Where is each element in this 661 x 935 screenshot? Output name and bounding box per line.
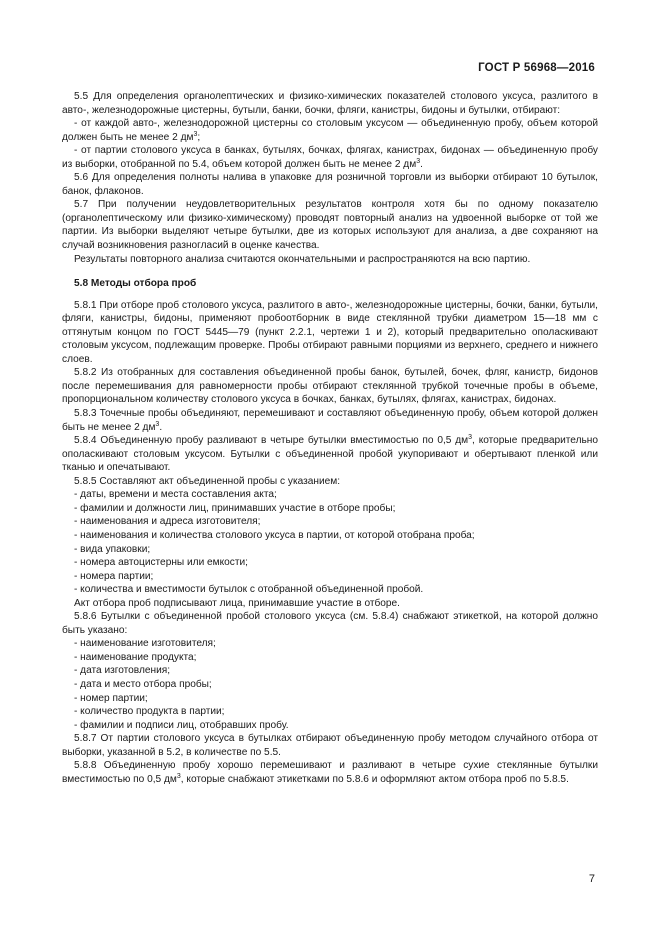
paragraph-5-5: 5.5 Для определения органолептических и физико-химических показателей столового уксуса, разлитого в авто-, железнодорожные цистерны, бутыли, банки, бочки, фляги, канистры, бидоны и бутылки, отбирают: (62, 91, 598, 116)
page-number: 7 (588, 873, 595, 885)
list-item: - дата и место отбора пробы; (74, 678, 212, 690)
document-code: ГОСТ Р 56968—2016 (478, 62, 595, 74)
paragraph-5-8-1: 5.8.1 При отборе проб столового уксуса, разлитого в авто-, железнодорожные цистерны, бочки, банки, бутыли, фляги, канистры, бидоны, применяют пробоотборник в виде стеклянной трубки диаметром 15—18 мм с оттянутым концом по ГОСТ 5445—79 (пункт 2.2.1, чертежи 1 и 2), который предварительно ополаскивают столовым уксусом, подлежащим проверке. Пробы отбирают равными порциями из верхнего, среднего и нижнего слоев. (62, 299, 598, 365)
paragraph-5-5-item-2-end: . (420, 158, 423, 170)
paragraph-5-5-item-1-text: - от каждой авто-, железнодорожной цистерны со столовым уксусом — объединенную пробу, объем которой должен быть не менее 2 дм (62, 118, 598, 143)
paragraph-5-8-3-end: . (159, 421, 163, 433)
paragraph-5-8-8-end: , которые снабжают этикетками по 5.8.6 и оформляют актом отбора проб по 5.8.5. (180, 773, 569, 785)
list-item: - наименования и количества столового уксуса в партии, от которой отобрана проба; (74, 529, 475, 541)
list-item: - фамилии и подписи лиц, отобравших пробу. (74, 719, 289, 731)
paragraph-5-8-4-text: 5.8.4 Объединенную пробу разливают в четыре бутылки вместимостью по 0,5 дм (74, 435, 469, 447)
list-item: - фамилии и должности лиц, принимавших участие в отборе пробы; (74, 502, 396, 514)
list-item: - номера автоцистерны или емкости; (74, 557, 248, 569)
paragraph-5-8-5-signature: Акт отбора проб подписывают лица, принимавшие участие в отборе. (74, 597, 400, 609)
paragraph-5-7-result: Результаты повторного анализа считаются окончательными и распространяются на всю партию. (74, 253, 531, 265)
paragraph-5-5-item-2-text: - от партии столового уксуса в банках, бутылях, бочках, флягах, канистрах, бидонах — объединенную пробу из выборки, отобранной по 5.4, объем которой должен быть не менее 2 дм (62, 145, 598, 170)
paragraph-5-8-3-text: 5.8.3 Точечные пробы объединяют, перемешивают и составляют объединенную пробу, объем которой должен быть не менее 2 дм (62, 408, 598, 433)
superscript: 3 (193, 130, 198, 138)
section-title-5-8: 5.8 Методы отбора проб (74, 278, 197, 290)
paragraph-5-8-4-end: , которые предварительно ополаскивают столовым уксусом. Бутылки с объединенной пробой укупоривают и обертывают пленкой или тканью и опечатывают. (62, 435, 598, 474)
paragraph-5-8-5: 5.8.5 Составляют акт объединенной пробы с указанием: (74, 475, 341, 487)
list-item: - номера партии; (74, 570, 154, 582)
superscript: 3 (155, 420, 160, 428)
document-body (62, 90, 598, 786)
paragraph-5-5-item-1 (62, 117, 598, 144)
list-5-8-5 (62, 488, 598, 596)
superscript: 3 (176, 772, 181, 780)
list-item: - вида упаковки; (74, 543, 151, 555)
paragraph-5-8-8-text: 5.8.8 Объединенную пробу хорошо перемешивают и разливают в четыре сухие стеклянные бутылки вместимостью по 0,5 дм (62, 760, 598, 785)
list-5-8-6 (62, 637, 598, 732)
paragraph-5-7: 5.7 При получении неудовлетворительных результатов контроля хотя бы по одному показателю (органолептическому или физико-химическому) проводят повторный анализ на удвоенной выборке от той же партии. Из выборки выделяют четыре бутылки, две из которых используют для анализа, а две сохраняют на случай возникновения разногласий в оценке качества. (62, 199, 598, 252)
list-item: - наименование продукта; (74, 651, 197, 663)
list-item: - количество продукта в партии; (74, 706, 225, 718)
list-item: - наименования и адреса изготовителя; (74, 516, 261, 528)
paragraph-5-8-6: 5.8.6 Бутылки с объединенной пробой столового уксуса (см. 5.8.4) снабжают этикеткой, на которой должно быть указано: (62, 611, 598, 636)
paragraph-5-6: 5.6 Для определения полноты налива в упаковке для розничной торговли из выборки отбирают 10 бутылок, банок, флаконов. (62, 172, 598, 197)
list-item: - номер партии; (74, 692, 148, 704)
paragraph-5-5-item-2 (62, 144, 598, 171)
list-item: - даты, времени и места составления акта; (74, 489, 277, 501)
paragraph-5-8-2: 5.8.2 Из отобранных для составления объединенной пробы банок, бутылей, бочек, фляг, канистр, бидонов после перемешивания для равномерности пробы отбирают стеклянной трубкой точечные пробы в объеме, пропорциональном количеству столового уксуса в бочках, банках, бутылях, флягах, канистрах, бидонах. (62, 367, 598, 406)
superscript: 3 (416, 157, 421, 165)
paragraph-5-8-7: 5.8.7 От партии столового уксуса в бутылках отбирают объединенную пробу методом случайного отбора от выборки, указанной в 5.2, в количестве по 5.5. (62, 733, 598, 758)
list-item: - дата изготовления; (74, 665, 171, 677)
paragraph-5-8-4 (62, 434, 598, 475)
list-item: - наименование изготовителя; (74, 638, 216, 650)
superscript: 3 (468, 434, 473, 442)
list-item: - количества и вместимости бутылок с отобранной объединенной пробой. (74, 584, 424, 596)
paragraph-5-5-item-1-end: ; (197, 131, 201, 143)
paragraph-5-8-3 (62, 407, 598, 434)
paragraph-5-8-8 (62, 759, 598, 786)
